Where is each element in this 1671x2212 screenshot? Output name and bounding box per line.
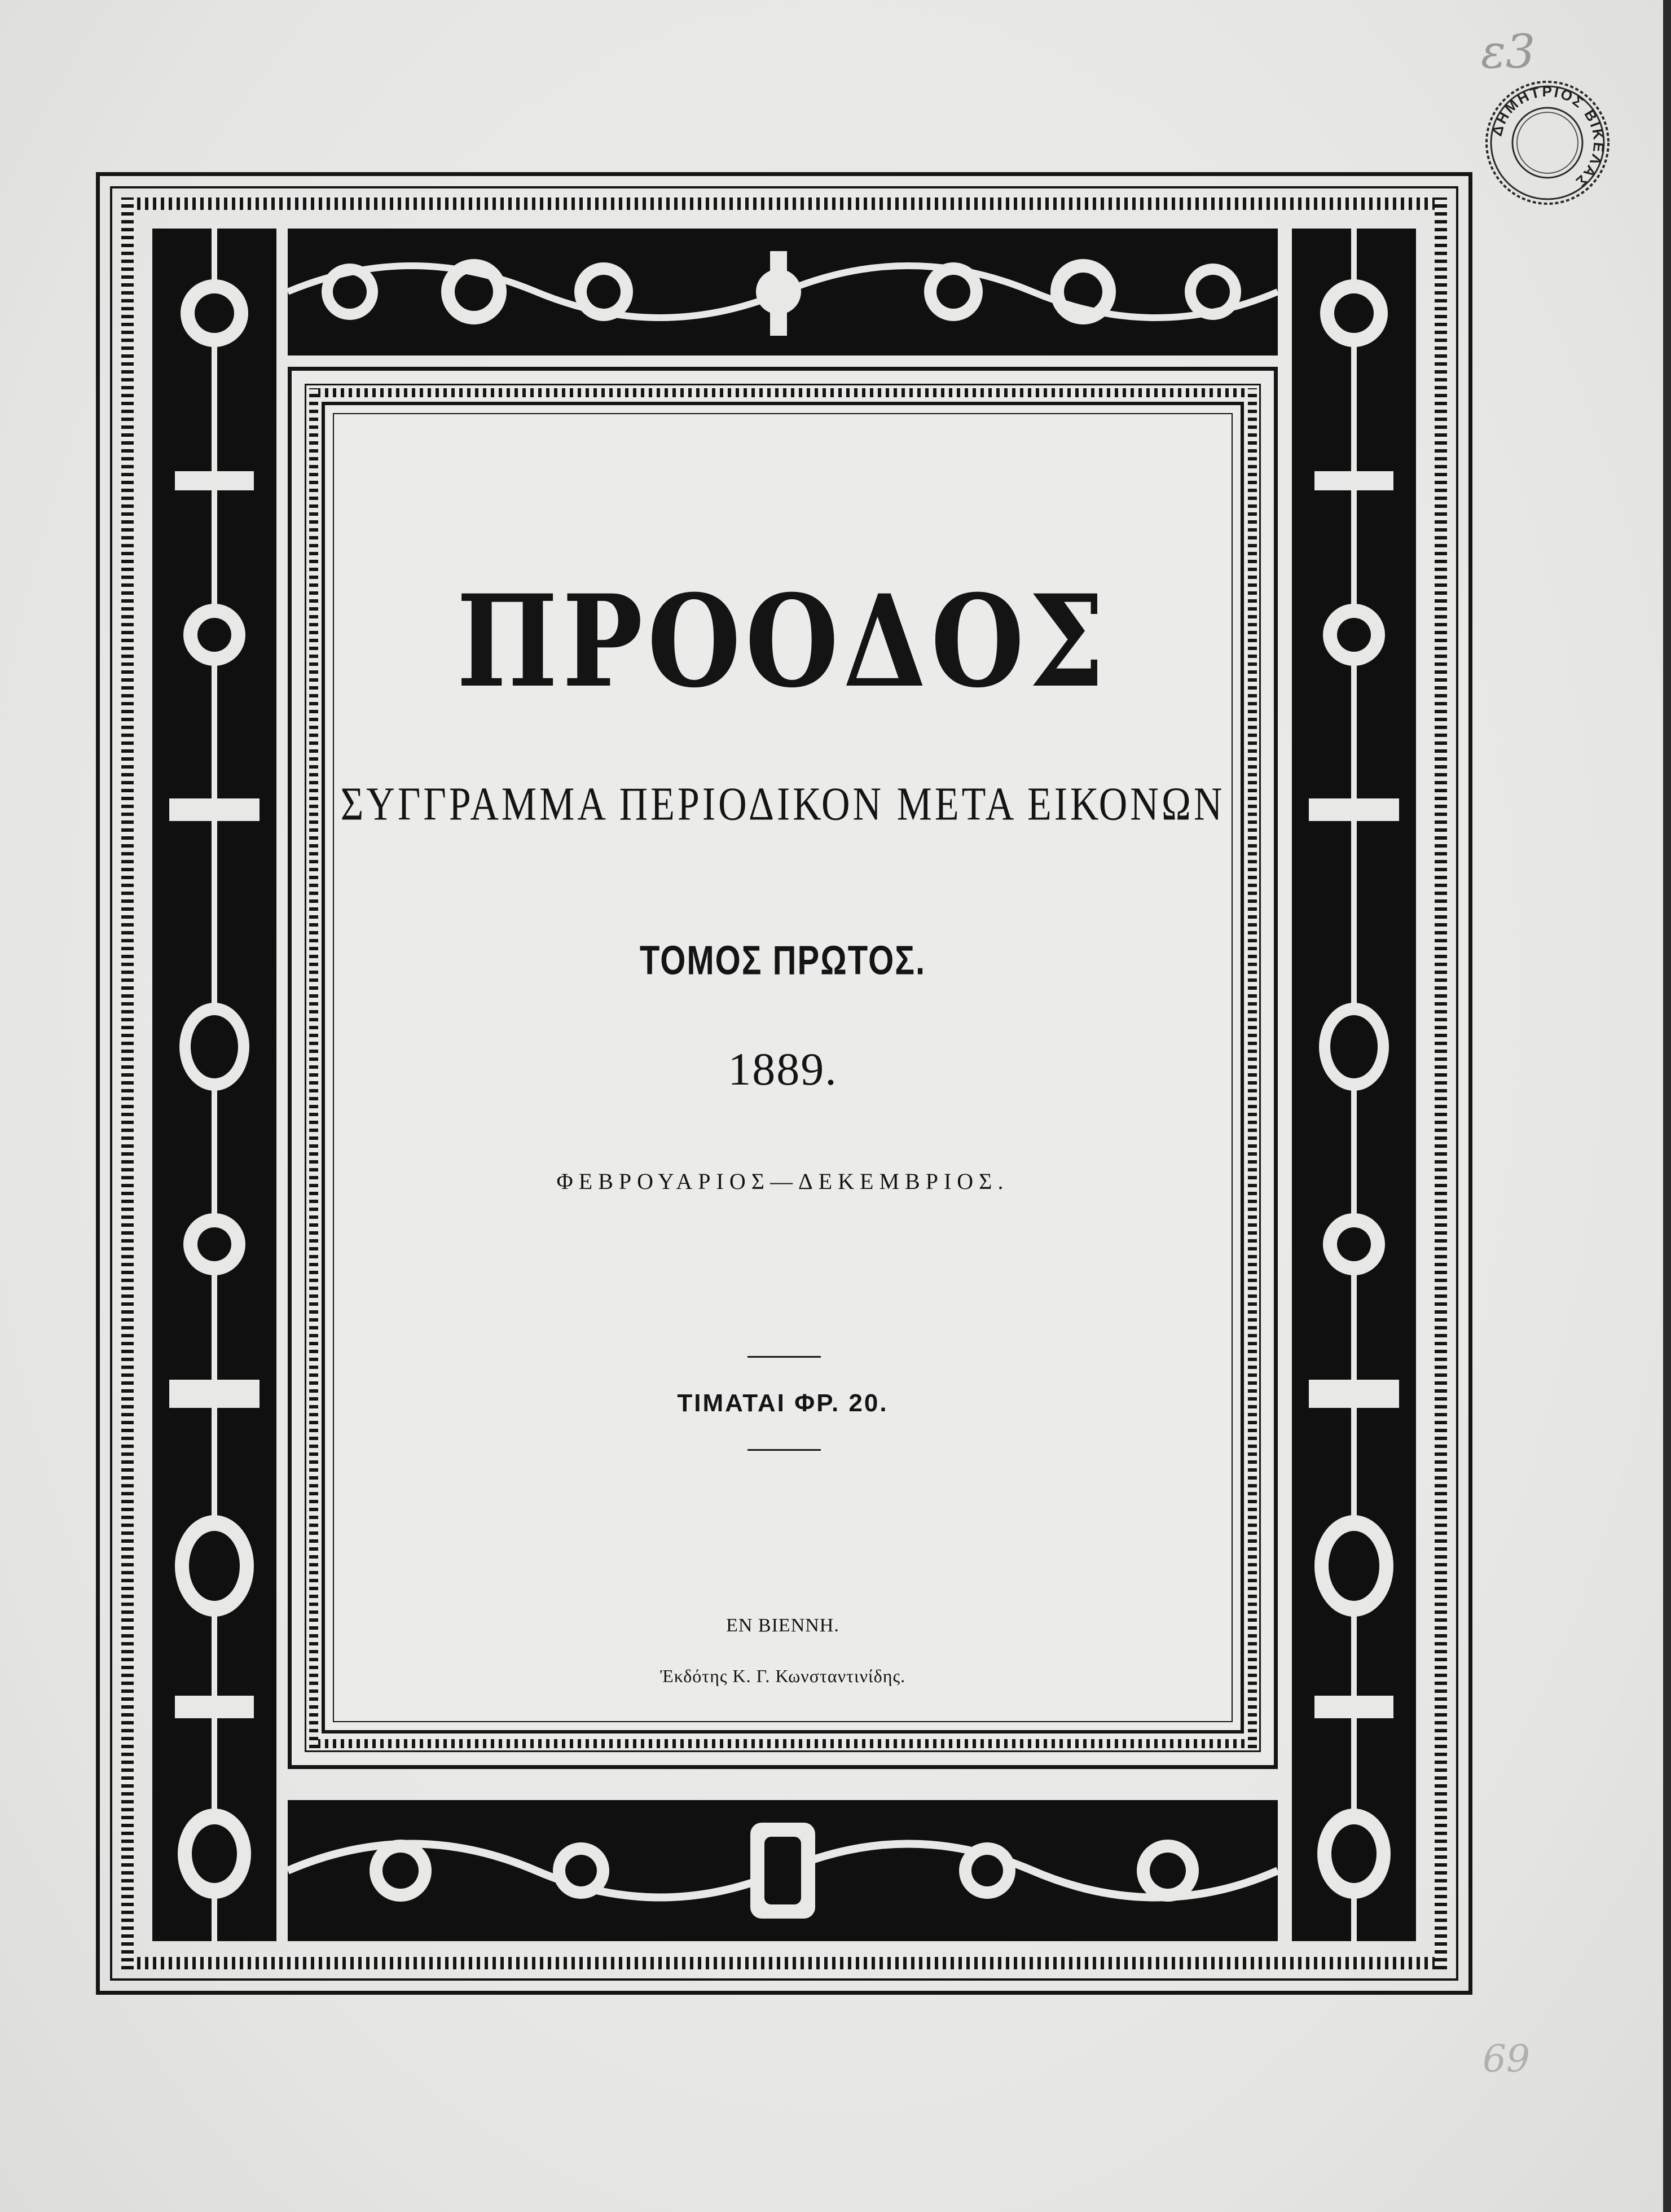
volume-label: ΤΟΜΟΣ ΠΡΩΤΟΣ. — [639, 937, 926, 984]
scan-edge — [1663, 0, 1671, 2212]
rule-above-price — [747, 1356, 821, 1358]
ornament-right — [1292, 229, 1416, 1941]
ornament-bottom — [288, 1800, 1278, 1941]
library-stamp — [1483, 78, 1612, 208]
place-of-publication: ΕΝ ΒΙΕΝΝΗ. — [726, 1615, 839, 1636]
stamp-text: ΔΗΜΗΤΡΙΟΣ ΒΙΚΕΛΑΣ — [1488, 82, 1608, 192]
journal-subtitle: ΣΥΓΓΡΑΜΜΑ ΠΕΡΙΟΔΙΚΟΝ ΜΕΤΑ ΕΙΚΟΝΩΝ — [340, 778, 1225, 831]
handwritten-shelfmark: ε3 — [1481, 25, 1536, 79]
ornament-top — [288, 229, 1278, 356]
months-label: ΦΕΒΡΟΥΑΡΙΟΣ—ΔΕΚΕΜΒΡΙΟΣ. — [556, 1169, 1009, 1194]
ornament-left — [152, 229, 276, 1941]
publisher-line: Ἐκδότης Κ. Γ. Κωνσταντινίδης. — [659, 1666, 906, 1686]
year-label: 1889. — [728, 1043, 838, 1095]
price-label: ΤΙΜΑΤΑΙ ΦΡ. 20. — [677, 1389, 889, 1417]
greek-key-band-right — [1435, 198, 1447, 1969]
journal-title: ΠΡΟΟΔΟΣ — [456, 567, 1109, 716]
rule-below-price — [747, 1449, 821, 1451]
greek-key-band-bottom — [121, 1957, 1447, 1969]
handwritten-page-number: 69 — [1483, 2037, 1530, 2081]
greek-key-band-top — [121, 198, 1447, 210]
greek-key-band-left — [121, 198, 134, 1969]
